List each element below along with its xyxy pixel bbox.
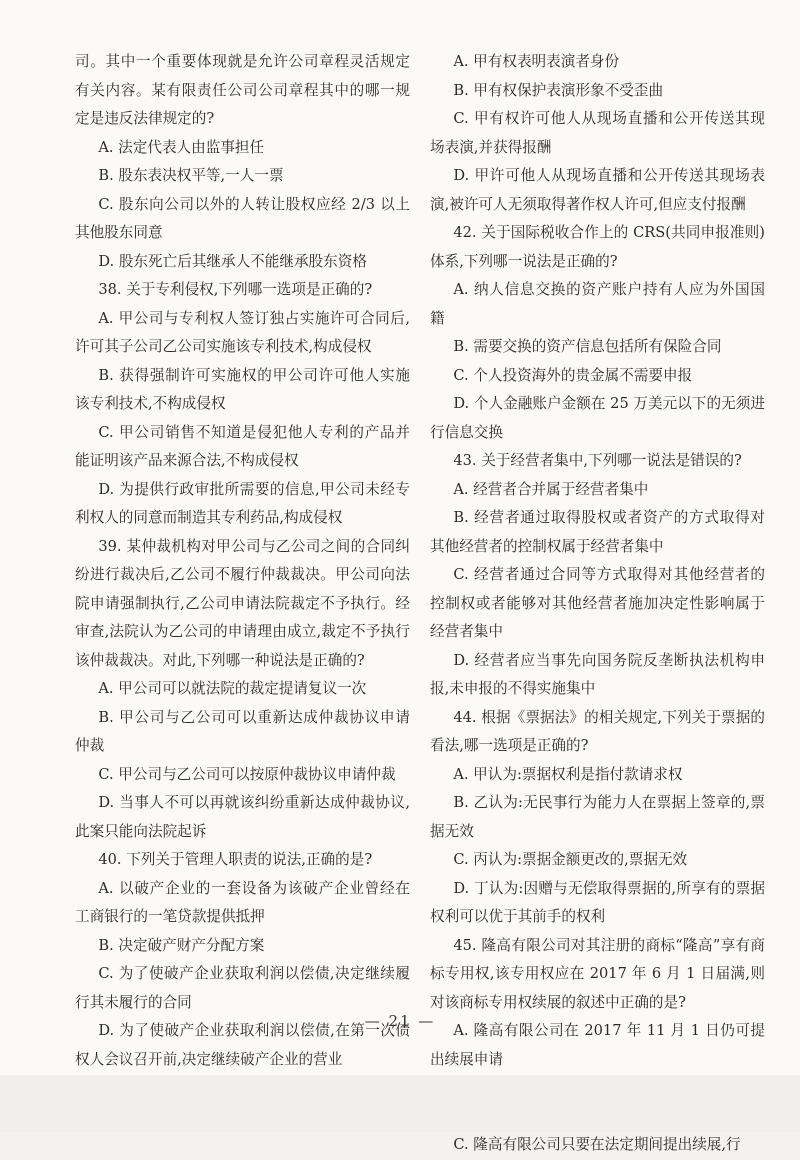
option-d: D. 经营者应当事先向国务院反垄断执法机构申报,未申报的不得实施集中 [430,651,765,697]
option-c: C. 甲公司销售不知道是侵犯他人专利的产品并能证明该产品来源合法,不构成侵权 [75,423,410,469]
option-a: A. 甲认为:票据权利是指付款请求权 [453,765,683,783]
option-d: D. 为了使破产企业获取利润以偿债,在第一次债权人会议召开前,决定继续破产企业的营业 [75,1022,410,1068]
option-c: C. 为了使破产企业获取利润以偿债,决定继续履行其未履行的合同 [75,965,410,1011]
option-a: A. 经营者合并属于经营者集中 [453,480,649,498]
option-c: C. 隆高有限公司只要在法定期间提出续展,行 [453,1136,741,1153]
option-d: D. 丁认为:因赠与无偿取得票据的,所享有的票据权利可以优于其前手的权利 [430,879,765,925]
question-45: 45. 隆高有限公司对其注册的商标“隆高”享有商标专用权,该专用权应在 2017 年 6 月 1 日届满,则对该商标专用权续展的叙述中正确的是? [430,936,765,1011]
left-column [75,48,410,1131]
option-a: A. 纳人信息交换的资产账户持有人应为外国国籍 [430,281,765,327]
option-a: A. 以破产企业的一套设备为该破产企业曾经在工商银行的一笔贷款提供抵押 [75,879,410,925]
question-38: 38. 关于专利侵权,下列哪一选项是正确的? [98,281,373,298]
question-44: 44. 根据《票据法》的相关规定,下列关于票据的看法,哪一选项是正确的? [430,708,765,754]
option-c: C. 丙认为:票据金额更改的,票据无效 [453,851,688,868]
option-b: B. 甲公司与乙公司可以重新达成仲裁协议申请仲裁 [75,708,410,754]
option-b: B. 决定破产财产分配方案 [98,936,265,954]
question-43: 43. 关于经营者集中,下列哪一说法是错误的? [453,452,742,469]
option-c: C. 甲有权许可他人从现场直播和公开传送其现场表演,并获得报酬 [430,110,765,156]
scan-margin [0,1075,800,1132]
option-d: D. 甲许可他人从现场直播和公开传送其现场表演,被许可人无须取得著作权人许可,但应支付报酬 [430,167,765,213]
option-b: B. 股东表决权平等,一人一票 [98,167,284,184]
question-40: 40. 下列关于管理人职责的说法,正确的是? [98,851,373,868]
option-c: C. 甲公司与乙公司可以按原仲裁协议申请仲裁 [98,765,396,783]
paragraph: 司。其中一个重要体现就是允许公司章程灵活规定有关内容。某有限责任公司公司章程其中的哪一规定是违反法律规定的? [75,53,410,127]
option-b: B. 甲有权保护表演形象不受歪曲 [453,81,664,99]
option-b: B. 获得强制许可实施权的甲公司许可他人实施该专利技术,不构成侵权 [75,366,410,412]
option-b: B. 乙认为:无民事行为能力人在票据上签章的,票据无效 [430,794,765,840]
page-number: — 21 — [364,1012,436,1030]
option-b: B. 需要交换的资产信息包括所有保险合同 [453,338,722,355]
option-c: C. 股东向公司以外的人转让股权应经 2/3 以上其他股东同意 [75,195,410,241]
option-c: C. 经营者通过合同等方式取得对其他经营者的控制权或者能够对其他经营者施加决定性影响属于经营者集中 [430,566,765,640]
option-a: A. 隆高有限公司在 2017 年 11 月 1 日仍可提出续展申请 [430,1022,765,1068]
option-d: D. 股东死亡后其继承人不能继承股东资格 [98,252,367,270]
option-a: A. 甲公司可以就法院的裁定提请复议一次 [98,680,367,697]
option-b: B. 经营者通过取得股权或者资产的方式取得对其他经营者的控制权属于经营者集中 [430,509,765,555]
question-39: 39. 某仲裁机构对甲公司与乙公司之间的合同纠纷进行裁决后,乙公司不履行仲裁裁决。甲公司向法院申请强制执行,乙公司申请法院裁定不予执行。经审查,法院认为乙公司的申请理由成立,裁定不予执行该仲裁裁决。对此,下列哪一种说法是正确的? [75,537,410,669]
option-a: A. 甲公司与专利权人签订独占实施许可合同后,许可其子公司乙公司实施该专利技术,构成侵权 [75,309,410,355]
option-d: D. 为提供行政审批所需要的信息,甲公司未经专利权人的同意而制造其专利药品,构成侵权 [75,480,410,526]
right-column [430,48,765,1160]
option-d: D. 当事人不可以再就该纠纷重新达成仲裁协议,此案只能向法院起诉 [75,794,410,840]
option-a: A. 法定代表人由监事担任 [98,138,265,156]
question-42: 42. 关于国际税收合作上的 CRS(共同申报准则)体系,下列哪一说法是正确的? [430,224,765,270]
option-c: C. 个人投资海外的贵金属不需要申报 [453,366,693,384]
option-a: A. 甲有权表明表演者身份 [453,53,620,70]
option-d: D. 个人金融账户金额在 25 万美元以下的无须进行信息交换 [430,395,765,441]
